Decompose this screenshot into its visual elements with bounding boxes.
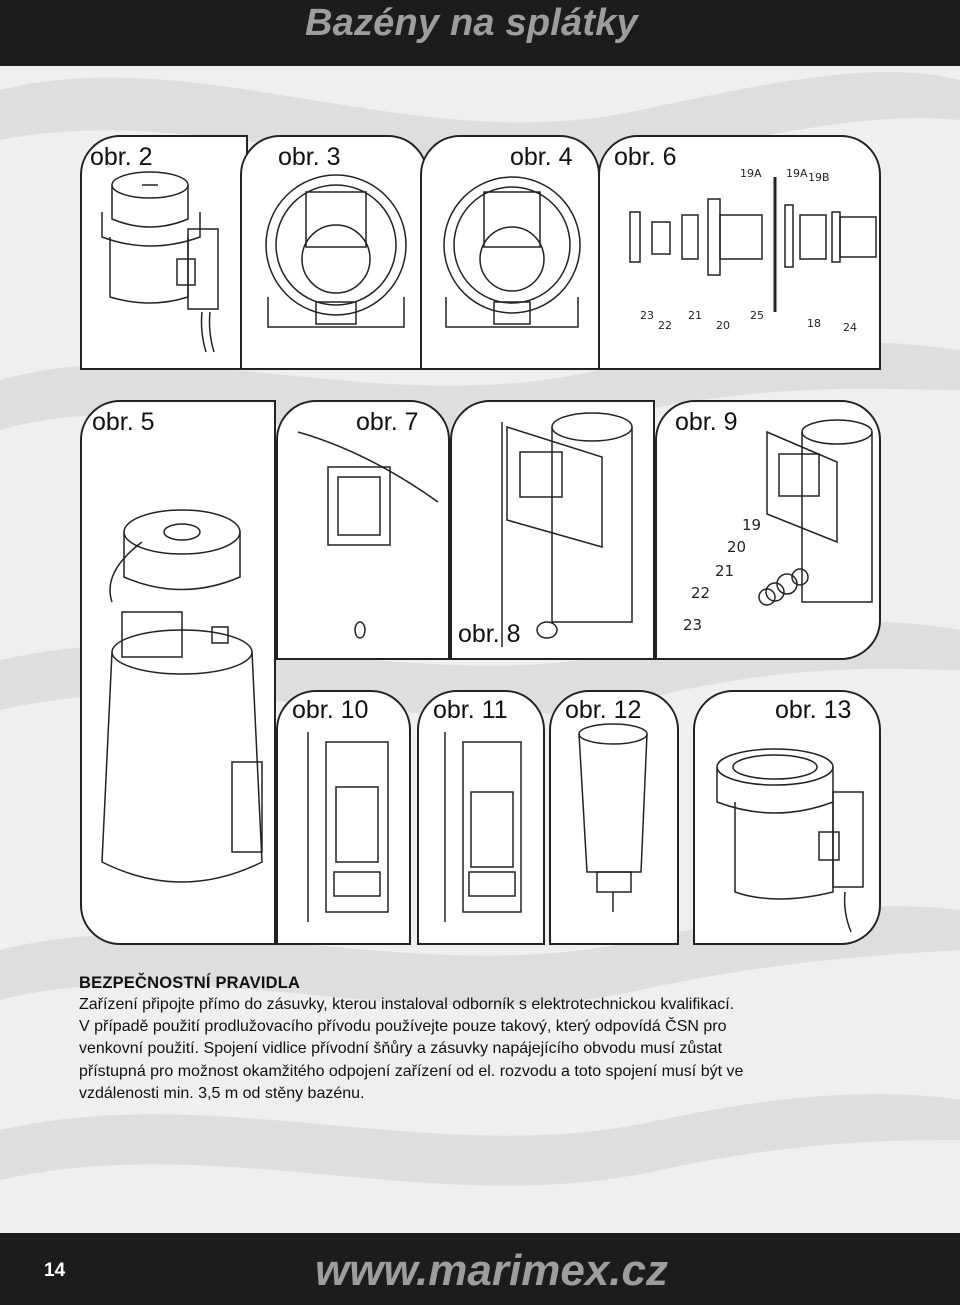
- figure-label: obr. 9: [675, 408, 738, 436]
- svg-text:22: 22: [691, 584, 711, 602]
- figure-label: obr. 3: [278, 143, 341, 171]
- safety-text: [79, 994, 889, 1105]
- svg-text:20: 20: [727, 538, 747, 556]
- part-numbers-bottom: [640, 309, 857, 334]
- figure-obr-4: [420, 135, 600, 370]
- svg-text:19B: 19B: [808, 171, 830, 184]
- figure-label: obr. 4: [510, 143, 573, 171]
- skimmer-body-illustration: [551, 692, 681, 947]
- figure-label: obr. 6: [614, 143, 677, 171]
- svg-text:22: 22: [658, 319, 672, 332]
- figure-obr-9: [655, 400, 881, 660]
- svg-text:19A: 19A: [786, 167, 808, 180]
- svg-text:18: 18: [807, 317, 821, 330]
- svg-text:24: 24: [843, 321, 857, 334]
- figure-obr-3: [240, 135, 428, 370]
- figure-obr-13: [693, 690, 881, 945]
- figure-obr-8: [450, 400, 655, 660]
- figure-obr-11: [417, 690, 545, 945]
- part-numbers-top: [740, 167, 830, 184]
- svg-text:23: 23: [640, 309, 654, 322]
- safety-line: venkovní použití. Spojení vidlice přívodní šňůry a zásuvky napájejícího obvodu musí zůstat: [79, 1040, 723, 1058]
- safety-heading: BEZPEČNOSTNÍ PRAVIDLA: [79, 974, 301, 992]
- svg-text:23: 23: [683, 616, 703, 634]
- figure-label: obr. 7: [356, 408, 419, 436]
- skimmer-mounting-illustration: [452, 402, 657, 662]
- svg-text:25: 25: [750, 309, 764, 322]
- svg-text:21: 21: [715, 562, 735, 580]
- safety-line: přístupná pro možnost okamžitého odpojení zařízení od el. rozvodu a toto spojení musí být ve: [79, 1062, 744, 1080]
- page-footer: [0, 1233, 960, 1305]
- figure-label: obr. 8: [458, 620, 521, 648]
- figure-label: obr. 5: [92, 408, 155, 436]
- page-title: Bazény na splátky: [305, 2, 638, 44]
- skimmer-front-illustration: [422, 137, 602, 372]
- figure-label: obr. 13: [775, 696, 852, 724]
- figure-label: obr. 10: [292, 696, 369, 724]
- skimmer-exploded-illustration: [82, 402, 278, 947]
- obr9-part-numbers: [683, 516, 761, 634]
- svg-text:20: 20: [716, 319, 730, 332]
- figure-obr-7: [276, 400, 450, 660]
- svg-text:19A: 19A: [740, 167, 762, 180]
- figure-label: obr. 12: [565, 696, 642, 724]
- skimmer-section-illustration: [419, 692, 547, 947]
- figure-obr-6: [598, 135, 881, 370]
- skimmer-fitting-illustration: [657, 402, 883, 662]
- figure-label: obr. 11: [433, 696, 508, 724]
- page-number: 14: [44, 1260, 66, 1281]
- figure-obr-2: [80, 135, 248, 370]
- svg-text:21: 21: [688, 309, 702, 322]
- svg-text:19: 19: [742, 516, 762, 534]
- safety-rules: [79, 974, 889, 1105]
- page-header: [0, 0, 960, 66]
- footer-url: www.marimex.cz: [315, 1246, 668, 1295]
- figure-obr-12: [549, 690, 679, 945]
- skimmer-front-illustration: [242, 137, 430, 372]
- figure-obr-5: [80, 400, 276, 945]
- safety-line: Zařízení připojte přímo do zásuvky, kterou instaloval odborník s elektrotechnickou kvalifikací.: [79, 996, 735, 1013]
- fitting-exploded-illustration: [600, 137, 883, 372]
- skimmer-motor-illustration: [82, 137, 250, 372]
- safety-line: vzdálenosti min. 3,5 m od stěny bazénu.: [79, 1084, 365, 1102]
- wall-cutout-illustration: [278, 402, 452, 662]
- skimmer-motor-illustration: [695, 692, 883, 947]
- safety-line: V případě použití prodlužovacího přívodu používejte pouze takový, který odpovídá ČSN pro: [79, 1018, 727, 1036]
- skimmer-section-illustration: [278, 692, 413, 947]
- figure-label: obr. 2: [90, 143, 153, 171]
- figure-obr-10: [276, 690, 411, 945]
